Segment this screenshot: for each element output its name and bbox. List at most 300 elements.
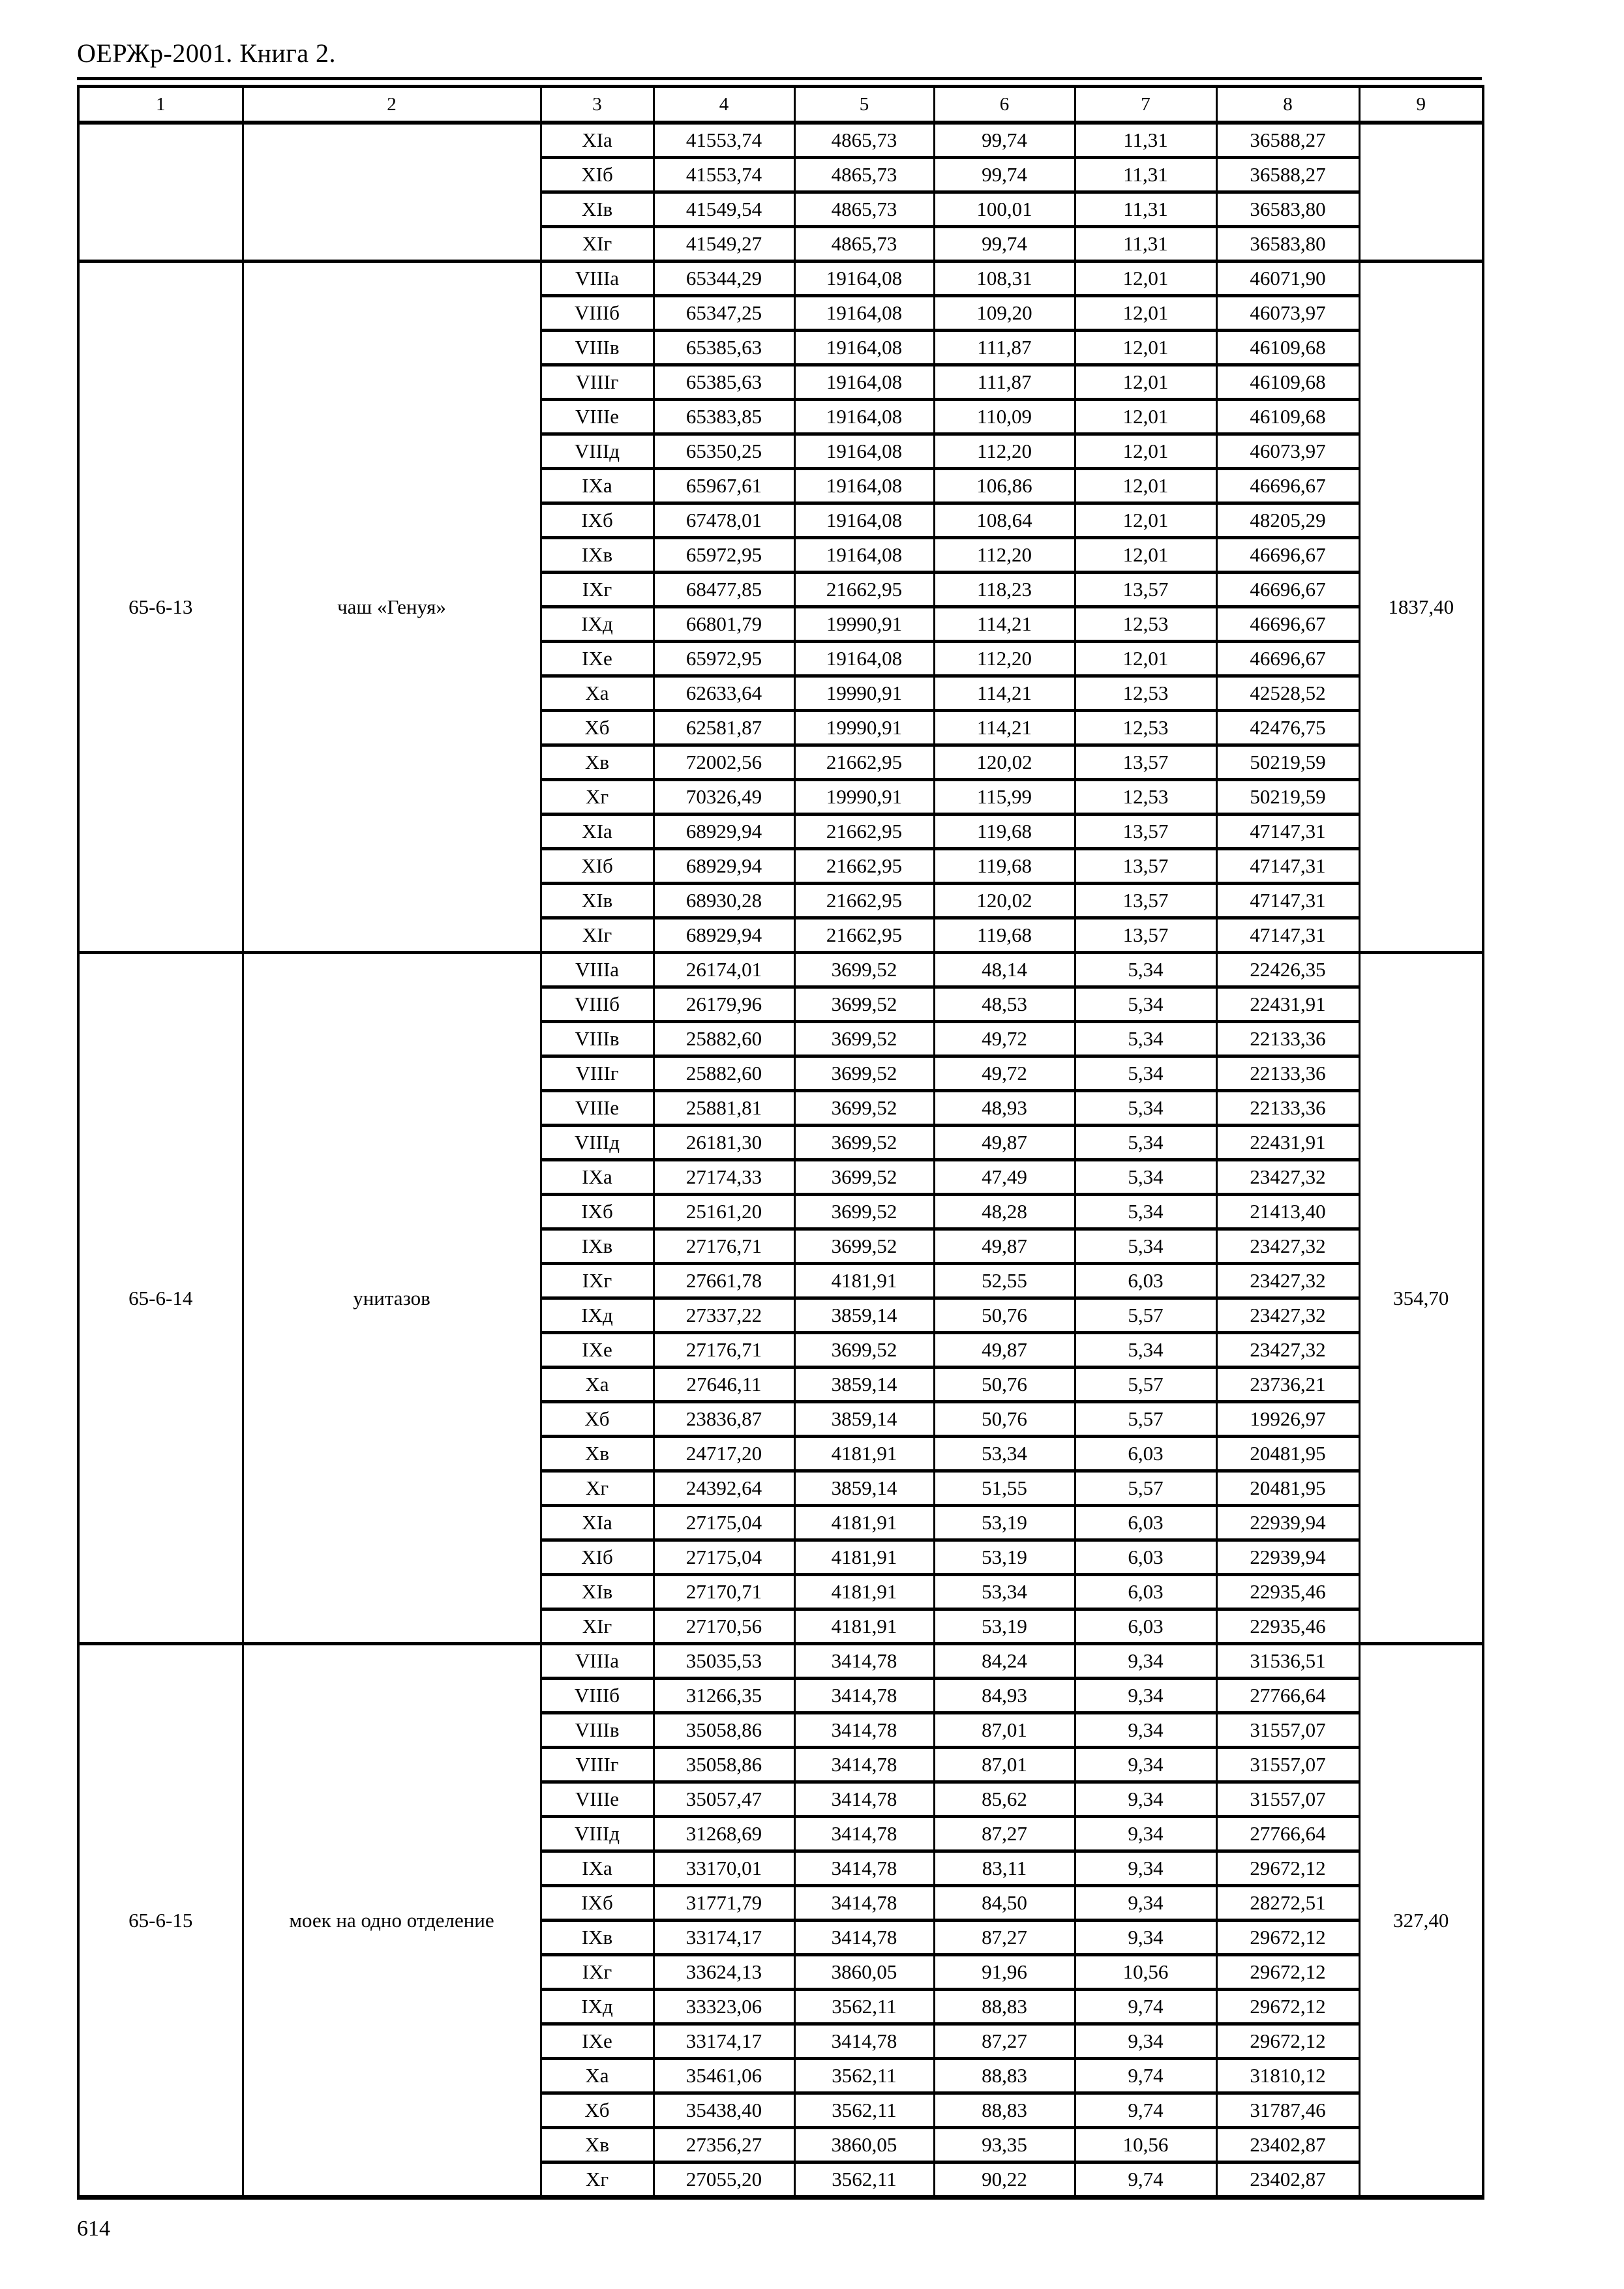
value-cell: 49,72: [934, 1022, 1075, 1056]
zone-cell: IXе: [541, 642, 654, 676]
value-cell: 12,01: [1075, 365, 1216, 400]
value-cell: 9,34: [1075, 1679, 1216, 1713]
value-cell: 20481,95: [1216, 1471, 1359, 1506]
value-cell: 46109,68: [1216, 365, 1359, 400]
zone-cell: VIIIе: [541, 400, 654, 434]
column-header: 2: [243, 87, 541, 123]
value-cell: 3414,78: [794, 1748, 934, 1782]
value-cell: 36583,80: [1216, 227, 1359, 262]
value-cell: 25881,81: [654, 1091, 794, 1126]
value-cell: 27174,33: [654, 1160, 794, 1195]
value-cell: 33624,13: [654, 1955, 794, 1990]
value-cell: 65347,25: [654, 296, 794, 331]
value-cell: 9,34: [1075, 1644, 1216, 1679]
value-cell: 99,74: [934, 123, 1075, 158]
zone-cell: Xб: [541, 2093, 654, 2128]
zone-cell: VIIIг: [541, 365, 654, 400]
value-cell: 27055,20: [654, 2162, 794, 2198]
value-cell: 111,87: [934, 365, 1075, 400]
value-cell: 62581,87: [654, 711, 794, 745]
value-cell: 50,76: [934, 1368, 1075, 1402]
value-cell: 31787,46: [1216, 2093, 1359, 2128]
value-cell: 65350,25: [654, 434, 794, 469]
value-cell: 22133,36: [1216, 1056, 1359, 1091]
value-cell: 5,34: [1075, 1229, 1216, 1264]
value-cell: 19990,91: [794, 676, 934, 711]
rates-table: [77, 85, 1484, 2200]
value-cell: 5,34: [1075, 1022, 1216, 1056]
zone-cell: XIв: [541, 1575, 654, 1609]
value-cell: 23427,32: [1216, 1229, 1359, 1264]
value-cell: 50219,59: [1216, 780, 1359, 815]
value-cell: 13,57: [1075, 745, 1216, 780]
value-cell: 114,21: [934, 676, 1075, 711]
value-cell: 25161,20: [654, 1195, 794, 1229]
code-cell: 65-6-13: [78, 262, 243, 953]
zone-cell: VIIIб: [541, 1679, 654, 1713]
value-cell: 11,31: [1075, 227, 1216, 262]
value-cell: 46109,68: [1216, 400, 1359, 434]
value-cell: 87,27: [934, 1921, 1075, 1955]
value-cell: 3699,52: [794, 987, 934, 1022]
value-cell: 48,14: [934, 953, 1075, 987]
value-cell: 27170,71: [654, 1575, 794, 1609]
value-cell: 10,56: [1075, 1955, 1216, 1990]
value-cell: 19164,08: [794, 503, 934, 538]
value-cell: 3414,78: [794, 1886, 934, 1921]
value-cell: 3859,14: [794, 1402, 934, 1437]
value-cell: 119,68: [934, 849, 1075, 884]
value-cell: 27646,11: [654, 1368, 794, 1402]
value-cell: 27176,71: [654, 1229, 794, 1264]
value-cell: 49,72: [934, 1056, 1075, 1091]
value-cell: 31266,35: [654, 1679, 794, 1713]
value-cell: 3860,05: [794, 2128, 934, 2162]
column-number-row: [78, 87, 1483, 123]
value-cell: 3699,52: [794, 1229, 934, 1264]
value-cell: 23427,32: [1216, 1333, 1359, 1368]
value-cell: 19990,91: [794, 780, 934, 815]
value-cell: 100,01: [934, 192, 1075, 227]
zone-cell: Xв: [541, 745, 654, 780]
value-cell: 46696,67: [1216, 642, 1359, 676]
value-cell: 65383,85: [654, 400, 794, 434]
value-cell: 6,03: [1075, 1437, 1216, 1471]
value-cell: 12,53: [1075, 780, 1216, 815]
value-cell: 19164,08: [794, 538, 934, 573]
zone-cell: VIIIе: [541, 1782, 654, 1817]
value-cell: 65344,29: [654, 262, 794, 296]
value-cell: 23427,32: [1216, 1160, 1359, 1195]
value-cell: 3859,14: [794, 1471, 934, 1506]
value-cell: 9,74: [1075, 2059, 1216, 2093]
value-cell: 65385,63: [654, 331, 794, 365]
value-cell: 33174,17: [654, 2024, 794, 2059]
document-title: ОЕРЖр-2001. Книга 2.: [77, 38, 336, 68]
value-cell: 90,22: [934, 2162, 1075, 2198]
value-cell: 12,01: [1075, 642, 1216, 676]
value-cell: 11,31: [1075, 192, 1216, 227]
col9-value-cell: [1359, 123, 1483, 262]
value-cell: 47147,31: [1216, 918, 1359, 953]
value-cell: 112,20: [934, 642, 1075, 676]
value-cell: 67478,01: [654, 503, 794, 538]
value-cell: 65972,95: [654, 642, 794, 676]
value-cell: 31557,07: [1216, 1782, 1359, 1817]
zone-cell: XIа: [541, 123, 654, 158]
zone-cell: VIIIа: [541, 953, 654, 987]
value-cell: 12,53: [1075, 711, 1216, 745]
value-cell: 27175,04: [654, 1506, 794, 1540]
value-cell: 41553,74: [654, 123, 794, 158]
zone-cell: Xг: [541, 1471, 654, 1506]
value-cell: 27176,71: [654, 1333, 794, 1368]
value-cell: 84,50: [934, 1886, 1075, 1921]
value-cell: 4181,91: [794, 1437, 934, 1471]
zone-cell: IXв: [541, 1229, 654, 1264]
value-cell: 9,34: [1075, 1851, 1216, 1886]
zone-cell: VIIIа: [541, 262, 654, 296]
value-cell: 29672,12: [1216, 1921, 1359, 1955]
value-cell: 4181,91: [794, 1540, 934, 1575]
value-cell: 9,34: [1075, 2024, 1216, 2059]
zone-cell: Xг: [541, 2162, 654, 2198]
value-cell: 21662,95: [794, 884, 934, 918]
value-cell: 88,83: [934, 1990, 1075, 2024]
value-cell: 41549,54: [654, 192, 794, 227]
value-cell: 25882,60: [654, 1022, 794, 1056]
value-cell: 11,31: [1075, 123, 1216, 158]
value-cell: 53,34: [934, 1575, 1075, 1609]
value-cell: 19990,91: [794, 607, 934, 642]
value-cell: 12,01: [1075, 400, 1216, 434]
value-cell: 4181,91: [794, 1506, 934, 1540]
zone-cell: Xг: [541, 780, 654, 815]
value-cell: 27356,27: [654, 2128, 794, 2162]
value-cell: 35058,86: [654, 1748, 794, 1782]
zone-cell: XIб: [541, 849, 654, 884]
value-cell: 9,74: [1075, 2093, 1216, 2128]
description-cell: чаш «Генуя»: [243, 262, 541, 953]
value-cell: 3414,78: [794, 1644, 934, 1679]
column-header: 5: [794, 87, 934, 123]
value-cell: 3860,05: [794, 1955, 934, 1990]
value-cell: 4181,91: [794, 1264, 934, 1298]
zone-cell: IXе: [541, 2024, 654, 2059]
zone-cell: IXа: [541, 1851, 654, 1886]
value-cell: 22133,36: [1216, 1022, 1359, 1056]
value-cell: 19164,08: [794, 331, 934, 365]
value-cell: 3859,14: [794, 1368, 934, 1402]
zone-cell: Xа: [541, 1368, 654, 1402]
value-cell: 53,19: [934, 1540, 1075, 1575]
value-cell: 27170,56: [654, 1609, 794, 1644]
value-cell: 23402,87: [1216, 2128, 1359, 2162]
value-cell: 19926,97: [1216, 1402, 1359, 1437]
col9-value-cell: 327,40: [1359, 1644, 1483, 2198]
zone-cell: VIIIд: [541, 1126, 654, 1160]
value-cell: 13,57: [1075, 815, 1216, 849]
value-cell: 19164,08: [794, 642, 934, 676]
value-cell: 5,34: [1075, 953, 1216, 987]
column-header: 4: [654, 87, 794, 123]
value-cell: 46696,67: [1216, 538, 1359, 573]
value-cell: 87,27: [934, 1817, 1075, 1851]
value-cell: 118,23: [934, 573, 1075, 607]
value-cell: 47147,31: [1216, 815, 1359, 849]
value-cell: 120,02: [934, 884, 1075, 918]
zone-cell: VIIIд: [541, 1817, 654, 1851]
zone-cell: VIIIв: [541, 331, 654, 365]
value-cell: 13,57: [1075, 849, 1216, 884]
value-cell: 70326,49: [654, 780, 794, 815]
value-cell: 84,24: [934, 1644, 1075, 1679]
value-cell: 3562,11: [794, 2059, 934, 2093]
value-cell: 9,34: [1075, 1748, 1216, 1782]
zone-cell: IXд: [541, 1990, 654, 2024]
value-cell: 46696,67: [1216, 469, 1359, 503]
value-cell: 68929,94: [654, 918, 794, 953]
value-cell: 9,34: [1075, 1817, 1216, 1851]
value-cell: 47147,31: [1216, 884, 1359, 918]
code-cell: [78, 123, 243, 262]
zone-cell: XIг: [541, 227, 654, 262]
value-cell: 21662,95: [794, 849, 934, 884]
value-cell: 22939,94: [1216, 1540, 1359, 1575]
value-cell: 3414,78: [794, 1921, 934, 1955]
value-cell: 22426,35: [1216, 953, 1359, 987]
value-cell: 48,53: [934, 987, 1075, 1022]
value-cell: 22431,91: [1216, 987, 1359, 1022]
value-cell: 35057,47: [654, 1782, 794, 1817]
value-cell: 5,57: [1075, 1298, 1216, 1333]
zone-cell: Xа: [541, 2059, 654, 2093]
value-cell: 13,57: [1075, 884, 1216, 918]
value-cell: 87,27: [934, 2024, 1075, 2059]
zone-cell: Xб: [541, 1402, 654, 1437]
value-cell: 111,87: [934, 331, 1075, 365]
value-cell: 27175,04: [654, 1540, 794, 1575]
zone-cell: IXб: [541, 1886, 654, 1921]
value-cell: 51,55: [934, 1471, 1075, 1506]
value-cell: 4865,73: [794, 192, 934, 227]
table-row: [78, 1644, 1483, 1679]
value-cell: 6,03: [1075, 1609, 1216, 1644]
value-cell: 26174,01: [654, 953, 794, 987]
value-cell: 33174,17: [654, 1921, 794, 1955]
value-cell: 12,01: [1075, 262, 1216, 296]
value-cell: 41553,74: [654, 158, 794, 192]
value-cell: 46696,67: [1216, 607, 1359, 642]
value-cell: 22935,46: [1216, 1575, 1359, 1609]
value-cell: 5,57: [1075, 1471, 1216, 1506]
value-cell: 4865,73: [794, 123, 934, 158]
value-cell: 83,11: [934, 1851, 1075, 1886]
value-cell: 91,96: [934, 1955, 1075, 1990]
value-cell: 22133,36: [1216, 1091, 1359, 1126]
value-cell: 46696,67: [1216, 573, 1359, 607]
zone-cell: IXв: [541, 538, 654, 573]
value-cell: 65967,61: [654, 469, 794, 503]
value-cell: 3699,52: [794, 1091, 934, 1126]
zone-cell: Xб: [541, 711, 654, 745]
value-cell: 93,35: [934, 2128, 1075, 2162]
value-cell: 3699,52: [794, 1126, 934, 1160]
value-cell: 33170,01: [654, 1851, 794, 1886]
value-cell: 9,34: [1075, 1886, 1216, 1921]
zone-cell: VIIIв: [541, 1713, 654, 1748]
zone-cell: XIа: [541, 1506, 654, 1540]
value-cell: 4865,73: [794, 158, 934, 192]
page-number: 614: [77, 2217, 110, 2241]
column-header: 7: [1075, 87, 1216, 123]
value-cell: 25882,60: [654, 1056, 794, 1091]
zone-cell: IXг: [541, 1955, 654, 1990]
value-cell: 68929,94: [654, 815, 794, 849]
value-cell: 12,01: [1075, 331, 1216, 365]
value-cell: 36588,27: [1216, 158, 1359, 192]
value-cell: 23427,32: [1216, 1264, 1359, 1298]
value-cell: 3414,78: [794, 2024, 934, 2059]
value-cell: 11,31: [1075, 158, 1216, 192]
value-cell: 23402,87: [1216, 2162, 1359, 2198]
col9-value-cell: 354,70: [1359, 953, 1483, 1644]
value-cell: 106,86: [934, 469, 1075, 503]
zone-cell: IXб: [541, 1195, 654, 1229]
value-cell: 24392,64: [654, 1471, 794, 1506]
value-cell: 5,34: [1075, 1333, 1216, 1368]
value-cell: 31557,07: [1216, 1748, 1359, 1782]
zone-cell: XIг: [541, 1609, 654, 1644]
value-cell: 42476,75: [1216, 711, 1359, 745]
value-cell: 48,28: [934, 1195, 1075, 1229]
value-cell: 108,64: [934, 503, 1075, 538]
value-cell: 53,19: [934, 1609, 1075, 1644]
value-cell: 23836,87: [654, 1402, 794, 1437]
value-cell: 29672,12: [1216, 1955, 1359, 1990]
value-cell: 50219,59: [1216, 745, 1359, 780]
value-cell: 4181,91: [794, 1609, 934, 1644]
value-cell: 99,74: [934, 227, 1075, 262]
zone-cell: XIв: [541, 884, 654, 918]
value-cell: 35035,53: [654, 1644, 794, 1679]
value-cell: 47,49: [934, 1160, 1075, 1195]
value-cell: 6,03: [1075, 1575, 1216, 1609]
zone-cell: VIIIб: [541, 296, 654, 331]
value-cell: 22939,94: [1216, 1506, 1359, 1540]
value-cell: 31810,12: [1216, 2059, 1359, 2093]
zone-cell: VIIIг: [541, 1056, 654, 1091]
value-cell: 48205,29: [1216, 503, 1359, 538]
value-cell: 9,74: [1075, 1990, 1216, 2024]
value-cell: 10,56: [1075, 2128, 1216, 2162]
value-cell: 68929,94: [654, 849, 794, 884]
value-cell: 19164,08: [794, 365, 934, 400]
value-cell: 119,68: [934, 815, 1075, 849]
value-cell: 42528,52: [1216, 676, 1359, 711]
zone-cell: VIIIе: [541, 1091, 654, 1126]
value-cell: 23427,32: [1216, 1298, 1359, 1333]
value-cell: 21662,95: [794, 745, 934, 780]
zone-cell: VIIIд: [541, 434, 654, 469]
value-cell: 29672,12: [1216, 1851, 1359, 1886]
value-cell: 46109,68: [1216, 331, 1359, 365]
title-divider: [77, 77, 1482, 80]
value-cell: 112,20: [934, 538, 1075, 573]
value-cell: 36588,27: [1216, 123, 1359, 158]
table-row: [78, 123, 1483, 158]
value-cell: 3562,11: [794, 2093, 934, 2128]
value-cell: 12,01: [1075, 503, 1216, 538]
value-cell: 27661,78: [654, 1264, 794, 1298]
value-cell: 12,01: [1075, 469, 1216, 503]
value-cell: 35058,86: [654, 1713, 794, 1748]
value-cell: 35438,40: [654, 2093, 794, 2128]
zone-cell: XIа: [541, 815, 654, 849]
value-cell: 5,34: [1075, 987, 1216, 1022]
value-cell: 46073,97: [1216, 434, 1359, 469]
zone-cell: IXд: [541, 607, 654, 642]
value-cell: 36583,80: [1216, 192, 1359, 227]
value-cell: 5,34: [1075, 1195, 1216, 1229]
table-row: [78, 953, 1483, 987]
zone-cell: XIг: [541, 918, 654, 953]
value-cell: 3699,52: [794, 953, 934, 987]
value-cell: 72002,56: [654, 745, 794, 780]
value-cell: 48,93: [934, 1091, 1075, 1126]
col9-value-cell: 1837,40: [1359, 262, 1483, 953]
value-cell: 49,87: [934, 1229, 1075, 1264]
value-cell: 26181,30: [654, 1126, 794, 1160]
value-cell: 9,74: [1075, 2162, 1216, 2198]
zone-cell: IXа: [541, 1160, 654, 1195]
value-cell: 9,34: [1075, 1782, 1216, 1817]
zone-cell: IXг: [541, 1264, 654, 1298]
zone-cell: IXб: [541, 503, 654, 538]
value-cell: 35461,06: [654, 2059, 794, 2093]
value-cell: 21662,95: [794, 573, 934, 607]
value-cell: 6,03: [1075, 1506, 1216, 1540]
column-header: 3: [541, 87, 654, 123]
value-cell: 46071,90: [1216, 262, 1359, 296]
value-cell: 3562,11: [794, 2162, 934, 2198]
value-cell: 21662,95: [794, 918, 934, 953]
value-cell: 85,62: [934, 1782, 1075, 1817]
value-cell: 108,31: [934, 262, 1075, 296]
value-cell: 65972,95: [654, 538, 794, 573]
value-cell: 13,57: [1075, 918, 1216, 953]
value-cell: 3699,52: [794, 1333, 934, 1368]
value-cell: 99,74: [934, 158, 1075, 192]
value-cell: 3699,52: [794, 1022, 934, 1056]
value-cell: 27766,64: [1216, 1679, 1359, 1713]
value-cell: 53,19: [934, 1506, 1075, 1540]
value-cell: 27766,64: [1216, 1817, 1359, 1851]
value-cell: 19164,08: [794, 262, 934, 296]
value-cell: 112,20: [934, 434, 1075, 469]
description-cell: моек на одно отделение: [243, 1644, 541, 2198]
value-cell: 62633,64: [654, 676, 794, 711]
value-cell: 5,57: [1075, 1402, 1216, 1437]
zone-cell: XIб: [541, 1540, 654, 1575]
value-cell: 109,20: [934, 296, 1075, 331]
value-cell: 49,87: [934, 1126, 1075, 1160]
value-cell: 5,34: [1075, 1091, 1216, 1126]
value-cell: 52,55: [934, 1264, 1075, 1298]
column-header: 9: [1359, 87, 1483, 123]
zone-cell: XIв: [541, 192, 654, 227]
value-cell: 84,93: [934, 1679, 1075, 1713]
